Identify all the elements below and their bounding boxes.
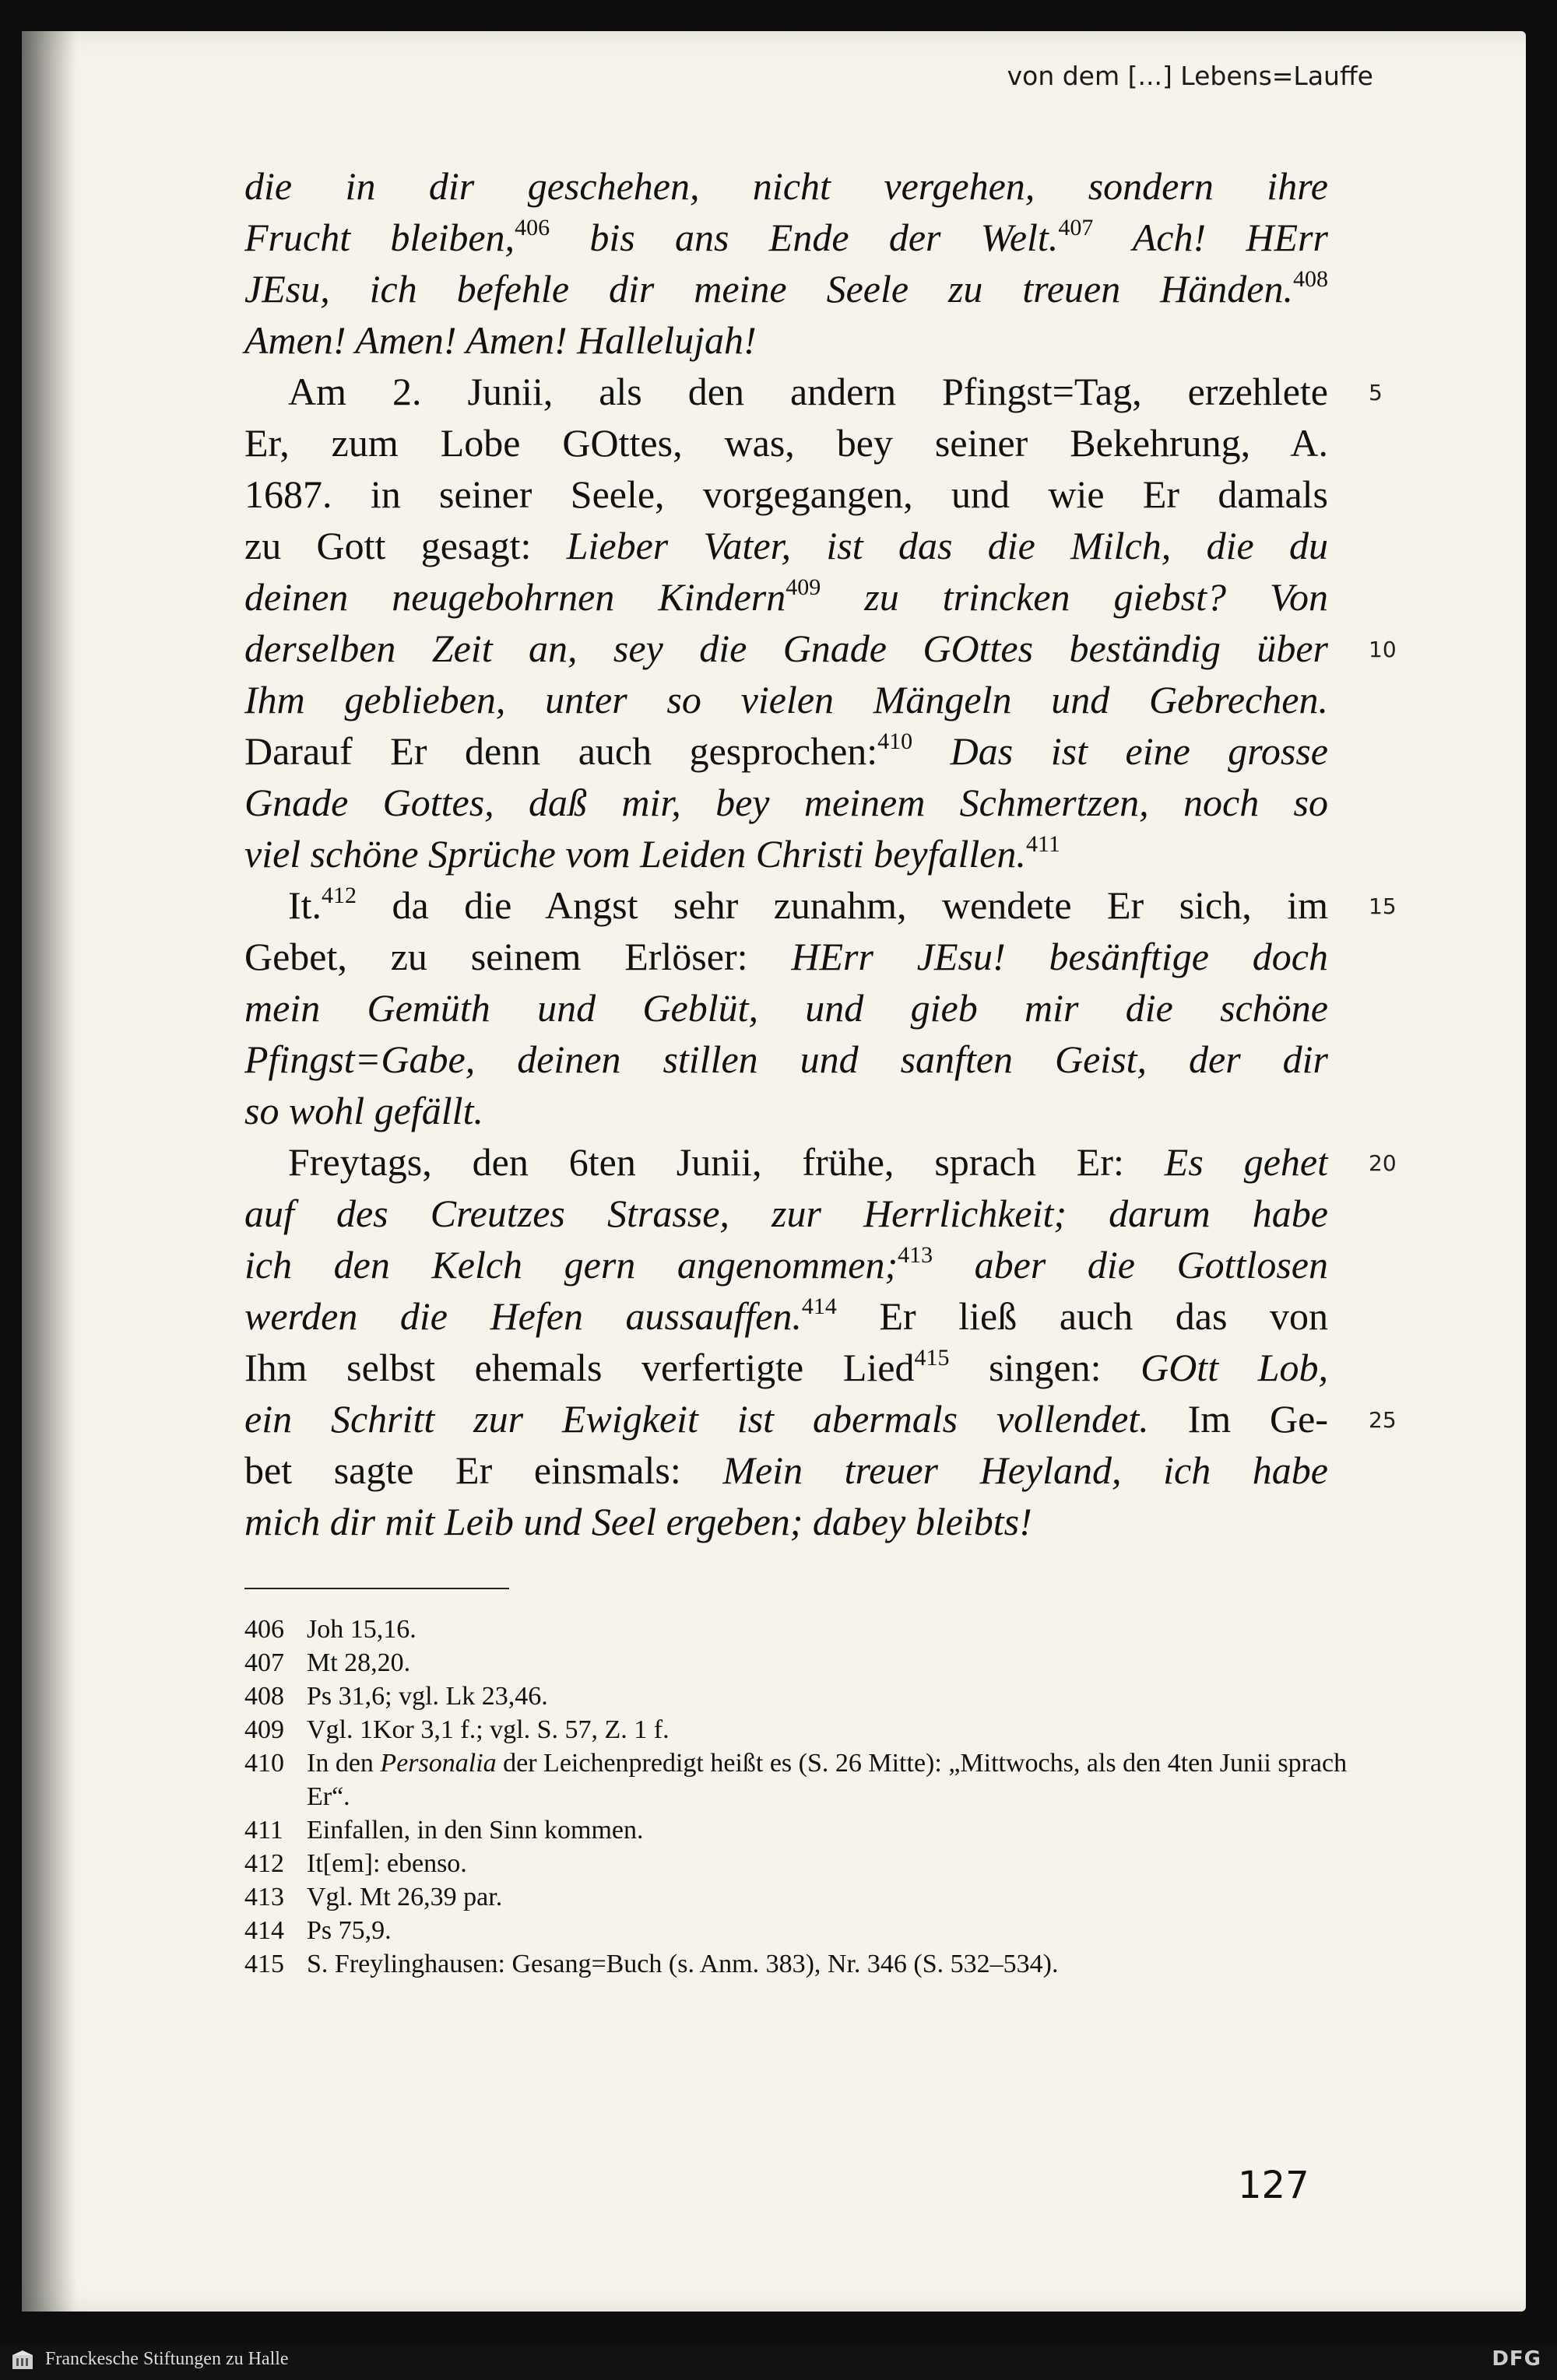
text-line [244,623,1328,674]
footnote-ref: 412 [322,883,357,908]
text-line [244,212,1328,263]
text-run: Ps 31,6; vgl. Lk 23,46. [307,1682,548,1711]
text-run: Gebet, zu seinem Erlöser: [244,935,792,978]
text-line [244,1085,1328,1136]
footnote-ref: 410 [877,728,913,754]
italic-text: HErr JEsu! besänftige doch [791,935,1328,978]
footnote-number: 410 [244,1749,284,1778]
italic-text: viel schöne Sprüche vom Leiden Christi beyfallen. [244,832,1026,876]
footnote-ref: 414 [801,1294,837,1319]
text-line [244,1393,1328,1444]
footnote-rule [244,1588,509,1589]
text-line [244,520,1328,571]
text-line [244,314,1328,366]
text-run: Freytags, den 6ten Junii, frühe, sprach Er: [288,1140,1165,1184]
italic-text: Personalia [380,1749,497,1778]
text-run: Am 2. Junii, als den andern Pfingst=Tag, erzehlete [288,370,1328,413]
text-run: singen: [949,1346,1141,1389]
italic-text: Gnade Gottes, daß mir, bey meinem Schmertzen, noch so [244,781,1328,824]
text-run: It. [288,883,322,927]
italic-text: mich dir mit Leib und Seel ergeben; dabey bleibts! [244,1500,1032,1543]
italic-text: mein Gemüth und Geblüt, und gieb mir die schöne [244,986,1328,1030]
text-run: Darauf Er denn auch gesprochen: [244,729,878,773]
text-run: Ps 75,9. [307,1916,392,1945]
institution-logo-icon [11,2349,34,2372]
footnote [244,1880,1365,1914]
page-number: 127 [1238,2164,1309,2207]
text-line [244,160,1328,212]
footnote [244,1713,1365,1746]
italic-text: auf des Creutzes Strasse, zur Herrlichkeit; darum habe [244,1192,1328,1235]
text-run: Ihm selbst ehemals verfertigte Lied [244,1346,915,1389]
footnote-number: 409 [244,1715,284,1744]
text-line [244,417,1328,469]
text-run: Im Ge- [1148,1397,1328,1441]
footnote [244,1947,1365,1981]
text-line [244,1136,1328,1188]
footnote-ref: 407 [1058,215,1094,240]
footnote-text [307,1847,1365,1880]
italic-text: Mein treuer Heyland, ich habe [722,1448,1328,1492]
footnote [244,1613,1365,1646]
footnote-ref: 413 [898,1242,933,1268]
text-run: bet sagte Er einsmals: [244,1448,723,1492]
text-line [244,1188,1328,1239]
running-head: von dem [...] Lebens=Lauffe [1007,61,1373,91]
text-run: Joh 15,16. [307,1615,416,1644]
italic-text: Pfingst=Gabe, deinen stillen und sanften Geist, der dir [244,1037,1328,1081]
footnote-text [307,1813,1365,1847]
italic-text: bis ans Ende der Welt. [550,216,1059,259]
footnote-ref: 406 [515,215,550,240]
italic-text: Es gehet [1164,1140,1328,1184]
text-line [244,469,1328,520]
italic-text: werden die Hefen aussauffen. [244,1294,802,1338]
text-line [244,879,1328,931]
text-line [244,1444,1328,1496]
footnote [244,1746,1365,1813]
text-line [244,1290,1328,1342]
text-run: Vgl. 1Kor 3,1 f.; vgl. S. 57, Z. 1 f. [307,1715,670,1744]
line-number: 5 [1369,380,1383,405]
footnote-number: 414 [244,1916,284,1945]
text-run: Einfallen, in den Sinn kommen. [307,1816,644,1845]
footnote [244,1847,1365,1880]
footnote-number: 412 [244,1849,284,1878]
footnote-number: 415 [244,1950,284,1978]
footer-label: Franckesche Stiftungen zu Halle [45,2349,289,2369]
line-number: 15 [1369,893,1397,919]
text-run: S. Freylinghausen: Gesang=Buch (s. Anm. 383), Nr. 346 (S. 532–534). [307,1950,1059,1978]
footnote-ref: 408 [1293,266,1328,292]
italic-text: deinen neugebohrnen Kindern [244,575,786,619]
footnote-text [307,1746,1365,1813]
italic-text: Ihm geblieben, unter so vielen Mängeln und Gebrechen. [244,678,1328,721]
italic-text: derselben Zeit an, sey die Gnade GOttes beständig über [244,627,1328,670]
text-line [244,1239,1328,1290]
text-run: 1687. in seiner Seele, vorgegangen, und wie Er damals [244,472,1328,516]
line-number: 25 [1369,1407,1397,1433]
text-run: It[em]: ebenso. [307,1849,467,1878]
text-line [244,982,1328,1034]
footnote-number: 408 [244,1682,284,1711]
text-line [244,1342,1328,1393]
text-line [244,828,1328,879]
footnote-text [307,1880,1365,1914]
italic-text: Frucht bleiben, [244,216,515,259]
footnote [244,1680,1365,1713]
italic-text: so wohl gefällt. [244,1089,483,1132]
text-line [244,366,1328,417]
footnote-ref: 415 [914,1345,950,1371]
main-text [244,160,1328,1547]
gutter-shadow [22,31,76,2312]
funder-logo: DFG [1492,2347,1541,2371]
line-number: 10 [1369,637,1397,662]
italic-text: die in dir geschehen, nicht vergehen, sondern ihre [244,164,1328,208]
footnote-number: 407 [244,1648,284,1677]
footnote [244,1646,1365,1680]
line-number: 20 [1369,1150,1397,1176]
text-line [244,1034,1328,1085]
text-line [244,1496,1328,1547]
footnote-text [307,1713,1365,1746]
italic-text: Lieber Vater, ist das die Milch, die du [566,524,1328,567]
text-line [244,674,1328,725]
footnote-number: 411 [244,1816,283,1845]
footnote-text [307,1947,1365,1981]
footnotes [244,1613,1365,1981]
text-run: zu Gott gesagt: [244,524,567,567]
text-run: da die Angst sehr zunahm, wendete Er sich, im [357,883,1328,927]
text-run: Vgl. Mt 26,39 par. [307,1883,503,1911]
text-line [244,931,1328,982]
italic-text: aber die Gottlosen [933,1243,1328,1287]
italic-text: Ach! HErr [1093,216,1328,259]
text-line [244,777,1328,828]
text-run: der Leichenpredigt heißt es (S. 26 Mitte): „Mittwochs, als den 4ten Junii sprach Er“. [307,1749,1348,1811]
italic-text: GOtt Lob, [1141,1346,1328,1389]
footnote-text [307,1613,1365,1646]
text-line [244,571,1328,623]
footnote-text [307,1646,1365,1680]
text-line [244,725,1328,777]
text-line [244,263,1328,314]
footnote-number: 406 [244,1615,284,1644]
italic-text: zu trincken giebst? Von [821,575,1328,619]
italic-text: JEsu, ich befehle dir meine Seele zu treuen Händen. [244,267,1293,311]
text-run: In den [307,1749,381,1778]
footnote [244,1813,1365,1847]
text-run: Er ließ auch das von [836,1294,1328,1338]
text-run: Er, zum Lobe GOttes, was, bey seiner Bekehrung, A. [244,421,1328,465]
footnote-text [307,1680,1365,1713]
italic-text: Das ist eine grosse [912,729,1328,773]
italic-text: ich den Kelch gern angenommen; [244,1243,898,1287]
footnote [244,1914,1365,1947]
italic-text: ein Schritt zur Ewigkeit ist abermals vollendet. [244,1397,1149,1441]
italic-text: Amen! Amen! Amen! Hallelujah! [244,318,757,362]
footnote-number: 413 [244,1883,284,1911]
footnote-ref: 411 [1025,831,1060,857]
text-run: Mt 28,20. [307,1648,411,1677]
footnote-ref: 409 [786,574,821,600]
footnote-text [307,1914,1365,1947]
